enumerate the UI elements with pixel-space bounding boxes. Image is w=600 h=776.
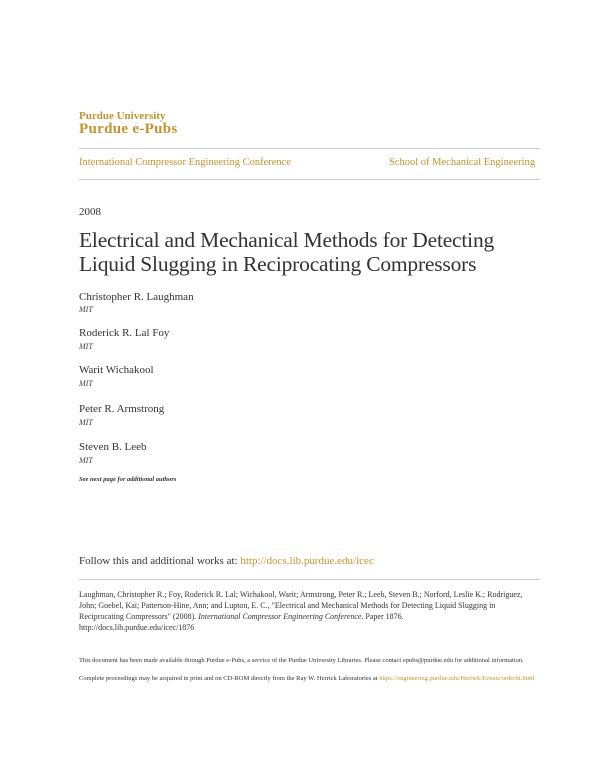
follow-link[interactable]: http://docs.lib.purdue.edu/icec bbox=[240, 555, 374, 567]
author-name: Christopher R. Laughman bbox=[79, 291, 194, 303]
header-divider-top bbox=[79, 148, 540, 149]
availability-notice: This document has been made available through Purdue e-Pubs, a service of the Purdue University Libraries. Please contact epubs@purdue.edu for additional information. bbox=[79, 657, 524, 664]
paper-title bbox=[79, 228, 549, 276]
author-name: Warit Wichakool bbox=[79, 364, 154, 376]
author-affiliation: MIT bbox=[79, 418, 93, 427]
university-name: Purdue University bbox=[79, 110, 166, 122]
conference-link[interactable]: International Compressor Engineering Conference bbox=[79, 157, 291, 168]
citation-journal: International Compressor Engineering Conference bbox=[198, 612, 362, 621]
author-name: Roderick R. Lal Foy bbox=[79, 327, 170, 339]
paper-title-line-2: Liquid Slugging in Reciprocating Compressors bbox=[79, 252, 477, 276]
header-divider-bottom bbox=[79, 179, 540, 180]
citation-block bbox=[79, 589, 539, 633]
proceedings-notice bbox=[79, 674, 539, 683]
follow-line bbox=[79, 555, 374, 567]
follow-text: Follow this and additional works at: bbox=[79, 555, 241, 567]
author-affiliation: MIT bbox=[79, 305, 93, 314]
author-name: Steven B. Leeb bbox=[79, 441, 147, 453]
author-affiliation: MIT bbox=[79, 456, 93, 465]
herrick-link[interactable]: https://engineering.purdue.edu/Herrick/Events/orderlit.html bbox=[379, 675, 535, 682]
see-next-page-note: See next page for additional authors bbox=[79, 476, 177, 483]
proceedings-text: Complete proceedings may be acquired in print and on CD-ROM directly from the Ray W. Herrick Laboratories at bbox=[79, 675, 380, 682]
author-affiliation: MIT bbox=[79, 379, 93, 388]
author-name: Peter R. Armstrong bbox=[79, 403, 165, 415]
citation-paper-number: . Paper 1876. bbox=[361, 612, 404, 621]
author-affiliation: MIT bbox=[79, 342, 93, 351]
paper-title-line-1: Electrical and Mechanical Methods for Detecting bbox=[79, 228, 495, 252]
citation-url[interactable]: http://docs.lib.purdue.edu/icec/1876 bbox=[79, 623, 195, 632]
citation-authors-title: Laughman, Christopher R.; Foy, Roderick R. Lal; Wichakool, Warit; Armstrong, Peter R.; Leeb, Steven B.; Norford, Leslie K.; Rodriguez, John; Goebel, Kai; Patterson-Hine, Ann; and Lupton, E. C., "Electrical and Mechanical Methods for Detecting Liquid Slugging in Reciprocating Compressors" (2008). bbox=[79, 590, 523, 621]
school-link[interactable]: School of Mechanical Engineering bbox=[389, 157, 536, 168]
repository-name[interactable]: Purdue e-Pubs bbox=[79, 121, 178, 137]
publication-year: 2008 bbox=[79, 206, 101, 218]
citation-divider bbox=[79, 579, 540, 580]
